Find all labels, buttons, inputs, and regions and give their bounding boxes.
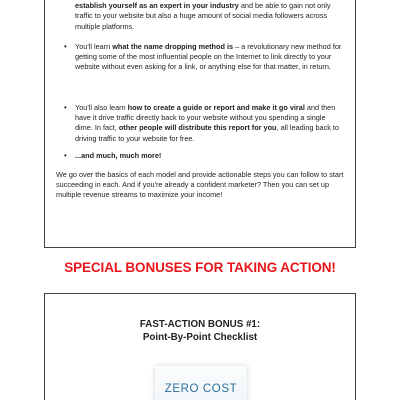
- feature-text: – a revolutionary new method for getting some of the most influential people on the Internet to link directly to your website without even asking for a link, or anything else for that matter, in return.: [75, 42, 342, 72]
- cover-title: ZERO COST: [164, 383, 238, 395]
- bonus-box: [44, 293, 356, 400]
- feature-highlight: other people will distribute this report for you: [118, 123, 277, 133]
- more-text: ...and much, much more!: [75, 151, 162, 160]
- feature-text: and be able to gain not only traffic to your website but also a huge amount of social media followers across multiple platforms.: [75, 1, 331, 31]
- features-box: [44, 0, 356, 248]
- bonus-title-line1: FAST-ACTION BONUS #1:: [139, 319, 261, 330]
- summary-paragraph: We go over the basics of each model and provide actionable steps you can follow to start succeeding in each. And if you're already a confident marketer? Then you can set up multiple revenue streams to maximize your income!: [56, 170, 344, 200]
- feature-text: and then have it drive traffic directly back to your website without you spending a single dime. In fact,: [75, 103, 336, 133]
- feature-text: You'll also learn: [75, 103, 128, 112]
- list-item: [64, 151, 344, 161]
- list-item: [64, 103, 344, 144]
- bonus-section-heading: SPECIAL BONUSES FOR TAKING ACTION!: [64, 260, 336, 275]
- list-item: [64, 42, 344, 73]
- feature-highlight: what the name dropping method is: [112, 42, 234, 51]
- feature-highlight: establish yourself as an expert in your industry: [75, 1, 239, 11]
- bonus-title-line2: Point-By-Point Checklist: [142, 332, 258, 343]
- bonus-product-cover: [155, 366, 247, 400]
- feature-text: , all leading back to driving traffic to your website for free.: [75, 123, 339, 143]
- list-item: [64, 0, 344, 32]
- bonus-title: [45, 318, 355, 344]
- feature-text: You'll learn: [75, 42, 113, 51]
- feature-highlight: how to create a guide or report and make it go viral: [127, 103, 305, 112]
